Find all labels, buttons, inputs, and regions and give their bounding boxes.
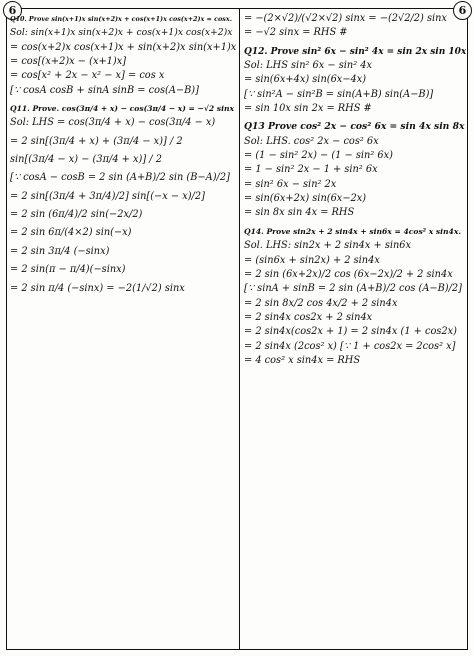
- page-number-left: 6: [3, 1, 22, 20]
- left-column: [10, 12, 236, 296]
- q11-statement: Q11. Prove. cos(3π/4 + x) − cos(3π/4 − x) = −√2 sinx: [10, 104, 235, 114]
- q10-step: = cos(x+2)x cos(x+1)x + sin(x+2)x sin(x+1)x: [10, 41, 236, 53]
- q11-conclusion: = −√2 sinx = RHS #: [244, 27, 348, 39]
- q13-step: = sin(6x+2x) sin(6x−2x): [244, 193, 367, 205]
- q11-step: = 2 sin π/4 (−sinx) = −2(1/√2) sinx: [10, 282, 185, 294]
- q14-statement: Q14. Prove sin2x + 2 sin4x + sin6x = 4cos² x sin4x.: [244, 226, 462, 236]
- q14-step: = 2 sin4x cos2x + 2 sin4x: [244, 311, 373, 323]
- column-divider: [239, 8, 240, 650]
- right-column: [244, 12, 466, 368]
- q11-step: = 2 sin[(3π/4 + 3π/4)/2] sin[(−x − x)/2]: [10, 190, 205, 202]
- q10-solution-line: Sol: sin(x+1)x sin(x+2)x + cos(x+1)x cos(x+2)x: [10, 27, 233, 39]
- q10-step: = cos[x² + 2x − x² − x] = cos x: [10, 70, 165, 82]
- q12-conclusion: = sin 10x sin 2x = RHS #: [244, 103, 372, 115]
- q11-step: = 2 sin (6π/4)/2 sin(−2x/2): [10, 209, 143, 221]
- q11-step: sin[(3π/4 − x) − (3π/4 + x)] / 2: [10, 154, 162, 166]
- q13-step: = sin² 6x − sin² 2x: [244, 178, 337, 190]
- q11-step: = 2 sin 3π/4 (−sinx): [10, 245, 110, 257]
- q14-conclusion: = 4 cos² x sin4x = RHS: [244, 354, 361, 366]
- q11-step: = 2 sin(π − π/4)(−sinx): [10, 264, 126, 276]
- q12-step: = sin(6x+4x) sin(6x−4x): [244, 74, 367, 86]
- q14-step: = (sin6x + sin2x) + 2 sin4x: [244, 254, 380, 266]
- q14-solution-line: Sol. LHS: sin2x + 2 sin4x + sin6x: [244, 240, 412, 252]
- q12-identity: [∵ sin²A − sin²B = sin(A+B) sin(A−B)]: [244, 88, 434, 100]
- q11-step: = 2 sin[(3π/4 + x) + (3π/4 − x)] / 2: [10, 135, 183, 147]
- q11-step: = 2 sin 6π/(4×2) sin(−x): [10, 227, 132, 239]
- q13-solution-line: Sol: LHS. cos² 2x − cos² 6x: [244, 135, 379, 147]
- page-number-right: 6: [453, 1, 472, 20]
- q11-solution-line: Sol: LHS = cos(3π/4 + x) − cos(3π/4 − x): [10, 117, 216, 129]
- q14-step: = 2 sin (6x+2x)/2 cos (6x−2x)/2 + 2 sin4x: [244, 268, 453, 280]
- q13-step: = 1 − sin² 2x − 1 + sin² 6x: [244, 164, 378, 176]
- q13-statement: Q13 Prove cos² 2x − cos² 6x = sin 4x sin 8x: [244, 121, 465, 133]
- q10-step: = cos[(x+2)x − (x+1)x]: [10, 56, 127, 68]
- q14-step: = 2 sin4x (2cos² x) [∵ 1 + cos2x = 2cos² x]: [244, 340, 456, 352]
- q11-identity: [∵ cosA − cosB = 2 sin (A+B)/2 sin (B−A)/2]: [10, 172, 230, 184]
- q13-step: = (1 − sin² 2x) − (1 − sin² 6x): [244, 150, 393, 162]
- q11-continued-step: = −(2×√2)/(√2×√2) sinx = −(2√2/2) sinx: [244, 13, 447, 24]
- q14-identity: [∵ sinA + sinB = 2 sin (A+B)/2 cos (A−B)/2]: [244, 283, 462, 295]
- q13-conclusion: = sin 8x sin 4x = RHS: [244, 207, 355, 219]
- q14-step: = 2 sin 8x/2 cos 4x/2 + 2 sin4x: [244, 297, 398, 309]
- q12-solution-line: Sol: LHS sin² 6x − sin² 4x: [244, 60, 373, 72]
- q10-identity: [∵ cosA cosB + sinA sinB = cos(A−B)]: [10, 84, 199, 96]
- q10-statement-line-1: Q10. Prove sin(x+1)x sin(x+2)x + cos(x+1)x cos(x+2)x = cosx.: [10, 15, 232, 23]
- q12-statement: Q12. Prove sin² 6x − sin² 4x = sin 2x sin 10x: [244, 46, 466, 57]
- q14-step: = 2 sin4x(cos2x + 1) = 2 sin4x (1 + cos2x): [244, 326, 457, 338]
